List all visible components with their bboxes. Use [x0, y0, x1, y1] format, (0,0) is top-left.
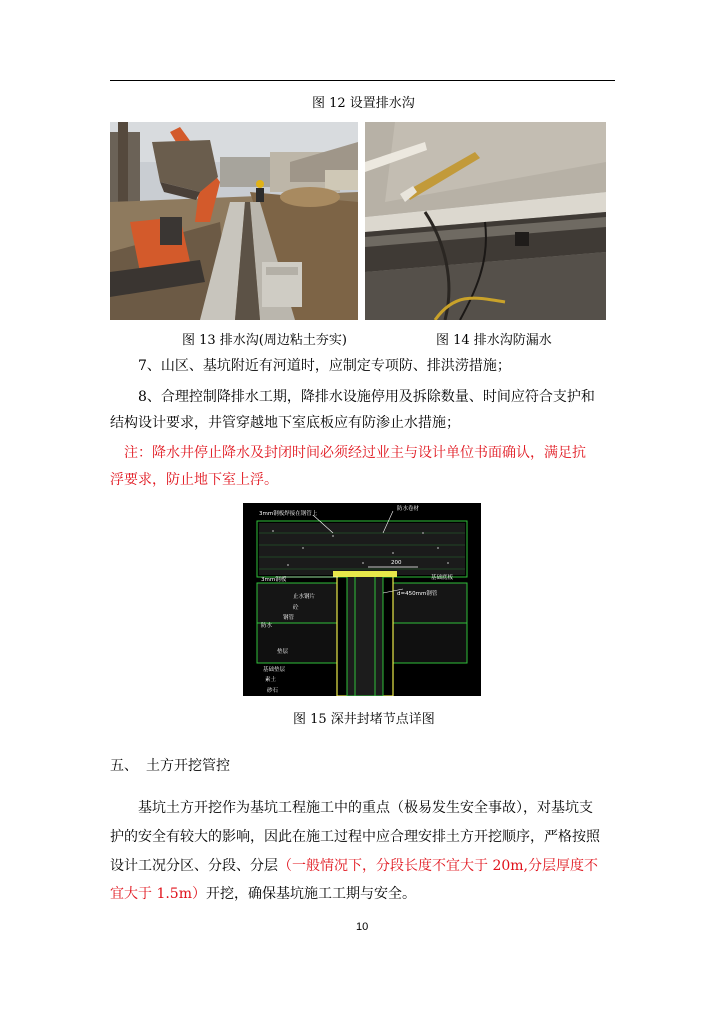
- cad-label-3: 200: [391, 560, 402, 566]
- paragraph-1-line-3-black: 设计工况分区、分段、分层: [110, 858, 278, 874]
- cad-well-seal-drawing: [243, 503, 481, 696]
- paragraph-1-line-4-black: 开挖，确保基坑施工工期与安全。: [206, 886, 416, 902]
- cad-label-5: 基础底板: [431, 575, 454, 581]
- note-line-1: 注：降水井停止降水及封闭时间必须经过业主与设计单位书面确认，满足抗: [124, 445, 586, 461]
- paragraph-1-line-3-red: （一般情况下，分段长度不宜大于 20m,分层厚度不: [278, 858, 598, 874]
- cad-label-6: 止水钢片: [293, 594, 316, 600]
- cad-label-11: 基础垫层: [263, 667, 286, 673]
- item-7: 7、山区、基坑附近有河道时，应制定专项防、排洪涝措施；: [138, 358, 511, 374]
- paragraph-1-line-4-red: 宜大于 1.5m）: [110, 886, 206, 902]
- note-line-2: 浮要求，防止地下室上浮。: [110, 472, 278, 488]
- cad-label-10: 垫层: [277, 649, 289, 655]
- section-5-title: 土方开挖管控: [146, 758, 230, 774]
- item-8-line-2: 结构设计要求，井管穿越地下室底板应有防渗止水措施；: [110, 415, 460, 431]
- cad-label-12: 素土: [265, 677, 277, 683]
- cad-label-13: 砂石: [267, 688, 279, 694]
- cad-label-4: 3mm钢板: [261, 577, 287, 583]
- figure-14-caption: 图 14 排水沟防漏水: [436, 333, 552, 348]
- ditch-wall-photo: [365, 122, 606, 320]
- section-5-number: 五、: [110, 758, 138, 774]
- cad-label-9: 防水: [261, 623, 273, 629]
- cad-label-7: 砼: [293, 605, 299, 611]
- paragraph-1-line-2: 护的安全有较大的影响，因此在施工过程中应合理安排土方开挖顺序，严格按照: [110, 829, 600, 845]
- excavator-photo: [110, 122, 358, 320]
- paragraph-1-line-3: [110, 853, 598, 880]
- figure-13-caption: 图 13 排水沟(周边粘土夯实): [182, 333, 347, 348]
- cad-label-8: 钢管: [283, 615, 295, 621]
- paragraph-1-line-4: [110, 881, 416, 908]
- cad-label-2: 防水卷材: [397, 506, 420, 512]
- cad-label-14: d=450mm钢管: [397, 591, 438, 597]
- photo-ditch-leakproof: [365, 122, 606, 320]
- page-number: 10: [356, 921, 369, 933]
- header-rule: [110, 80, 615, 81]
- figure-12-caption: 图 12 设置排水沟: [312, 96, 415, 111]
- paragraph-1-line-1: 基坑土方开挖作为基坑工程施工中的重点（极易发生安全事故），对基坑支: [138, 800, 593, 816]
- cad-drawing-svg: [243, 503, 481, 696]
- photo-drainage-ditch: [110, 122, 358, 320]
- cad-label-1: 3mm钢板焊接在钢管上: [259, 511, 318, 517]
- item-8-line-1: 8、合理控制降排水工期，降排水设施停用及拆除数量、时间应符合支护和: [138, 389, 595, 405]
- figure-15-caption: 图 15 深井封堵节点详图: [293, 712, 435, 727]
